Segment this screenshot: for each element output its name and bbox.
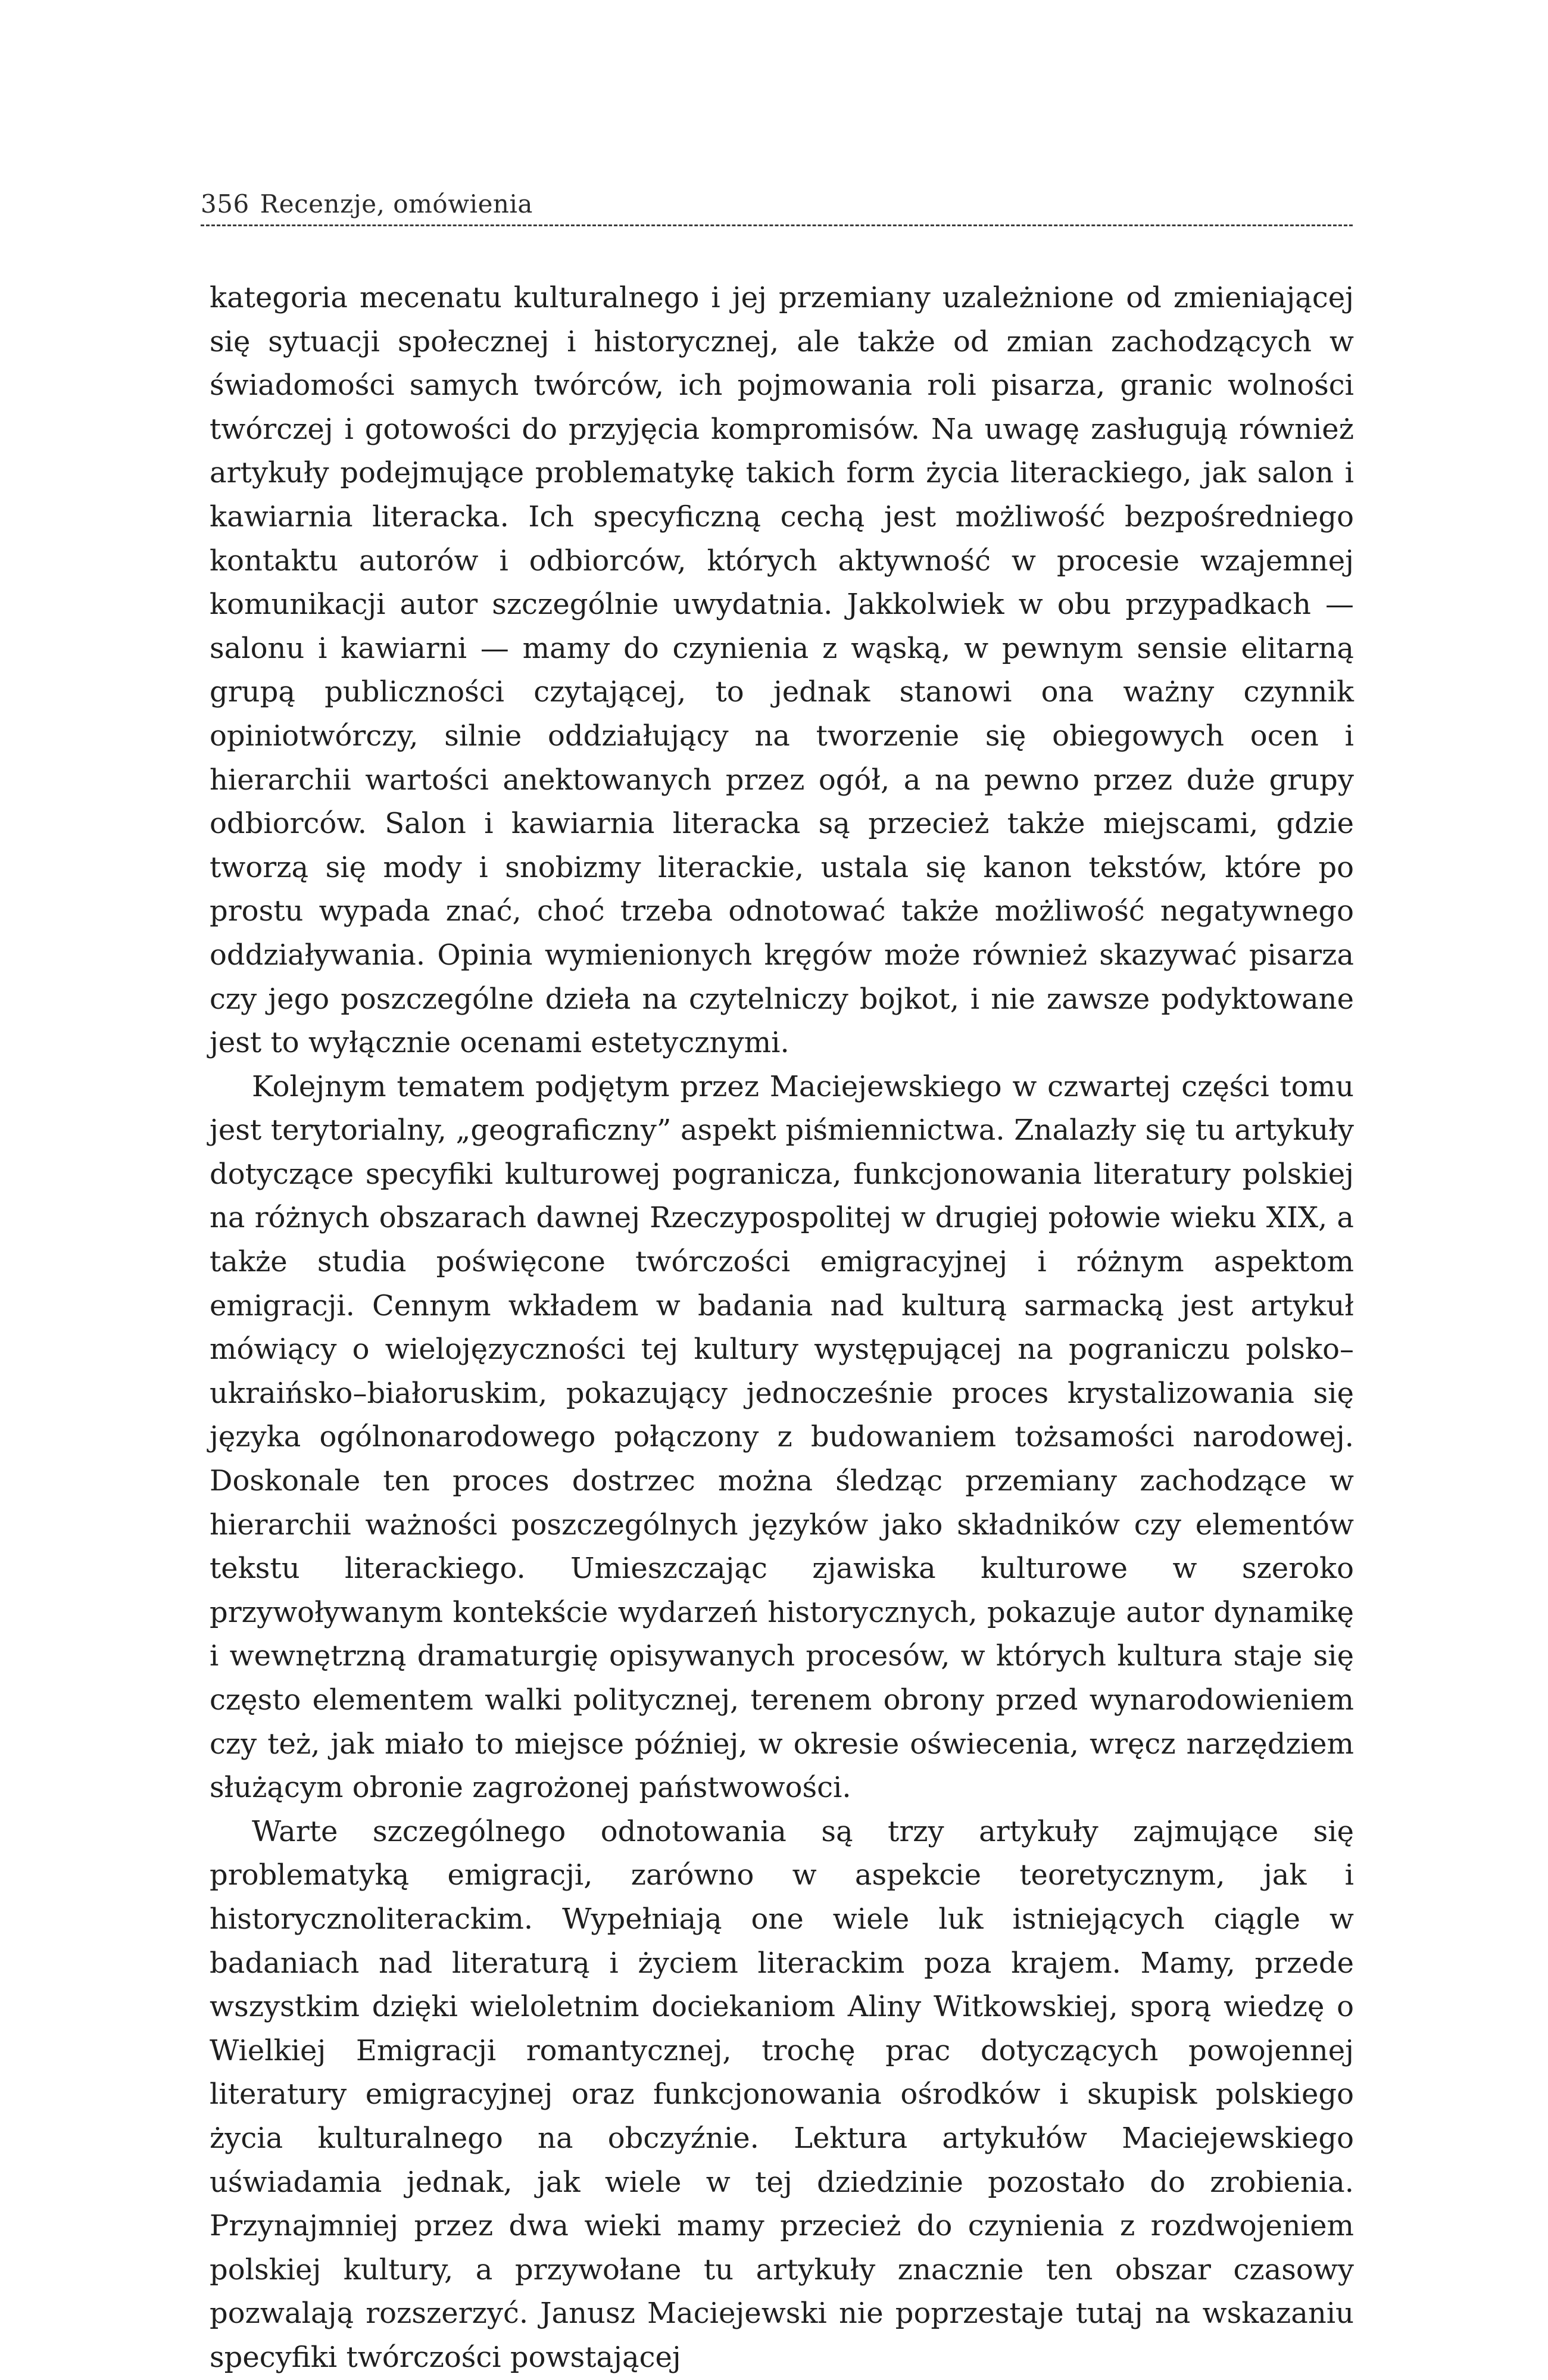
paragraph: Warte szczególnego odnotowania są trzy artykuły zajmujące się problematyką emigracji, zarówno w aspekcie teoretycznym, jak i historycznoliterackim. Wypełniają one wiele luk istniejących ciągle w badaniach nad literaturą i życiem literackim poza krajem. Mamy, przede wszystkim dzięki wieloletnim dociekaniom Aliny Witkowskiej, sporą wiedzę o Wielkiej Emigracji romantycznej, trochę prac dotyczących powojennej literatury emigracyjnej oraz funkcjonowania ośrodków i skupisk polskiego życia kulturalnego na obczyźnie. Lektura artykułów Maciejewskiego uświadamia jednak, jak wiele w tej dziedzinie pozostało do zrobienia. Przynajmniej przez dwa wieki mamy przecież do czynienia z rozdwojeniem polskiej kultury, a przywołane tu artykuły znacznie ten obszar czasowy pozwalają rozszerzyć. Janusz Maciejewski nie poprzestaje tutaj na wskazaniu specyfiki twórczości powstającej (210, 1814, 1354, 2374)
paragraph: Kolejnym tematem podjętym przez Maciejewskiego w czwartej części tomu jest terytorialny, „geograficzny” aspekt piśmiennictwa. Znalazły się tu artykuły dotyczące specyfiki kulturowej pogranicza, funkcjonowania literatury polskiej na różnych obszarach dawnej Rzeczypospolitej w drugiej połowie wieku XIX, a także studia poświęcone twórczości emigracyjnej i różnym aspektom emigracji. Cennym wkładem w badania nad kulturą sarmacką jest artykuł mówiący o wielojęzyczności tej kultury występującej na pograniczu polsko–ukraińsko–białoruskim, pokazujący jednocześnie proces krystalizowania się języka ogólnonarodowego połączony z budowaniem tożsamości narodowej. Doskonale ten proces dostrzec można śledząc przemiany zachodzące w hierarchii ważności poszczególnych języków jako składników czy elementów tekstu literackiego. Umieszczając zjawiska kulturowe w szeroko przywoływanym kontekście wydarzeń historycznych, pokazuje autor dynamikę i wewnętrzną dramaturgię opisywanych procesów, w których kultura staje się często elementem walki politycznej, terenem obrony przed wynarodowieniem czy też, jak miało to miejsce później, w okresie oświecenia, wręcz narzędziem służącym obronie zagrożonej państwowości. (210, 1069, 1354, 1805)
section-title: Recenzje, omówienia (260, 189, 533, 219)
body-text (210, 276, 1354, 2380)
paragraph-continued: kategoria mecenatu kulturalnego i jej przemiany uzależnione od zmieniającej się sytuacji społecznej i historycznej, ale także od zmian zachodzących w świadomości samych twórców, ich pojmowania roli pisarza, granic wolności twórczej i gotowości do przyjęcia kompromisów. Na uwagę zasługują również artykuły podejmujące problematykę takich form życia literackiego, jak salon i kawiarnia literacka. Ich specyficzną cechą jest możliwość bezpośredniego kontaktu autorów i odbiorców, których aktywność w procesie wzajemnej komunikacji autor szczególnie uwydatnia. Jakkolwiek w obu przypadkach — salonu i kawiarni — mamy do czynienia z wąską, w pewnym sensie elitarną grupą publiczności czytającej, to jednak stanowi ona ważny czynnik opiniotwórczy, silnie oddziałujący na tworzenie się obiegowych ocen i hierarchii wartości anektowanych przez ogół, a na pewno przez duże grupy odbiorców. Salon i kawiarnia literacka są przecież także miejscami, gdzie tworzą się mody i snobizmy literackie, ustala się kanon tekstów, które po prostu wypada znać, choć trzeba odnotować także możliwość negatywnego oddziaływania. Opinia wymienionych kręgów może również skazywać pisarza czy jego poszczególne dzieła na czytelniczy bojkot, i nie zawsze podyktowane jest to wyłącznie ocenami estetycznymi. (210, 281, 1354, 1060)
running-head (201, 186, 1353, 223)
page-number: 356 (201, 189, 249, 219)
header-rule (201, 224, 1353, 226)
